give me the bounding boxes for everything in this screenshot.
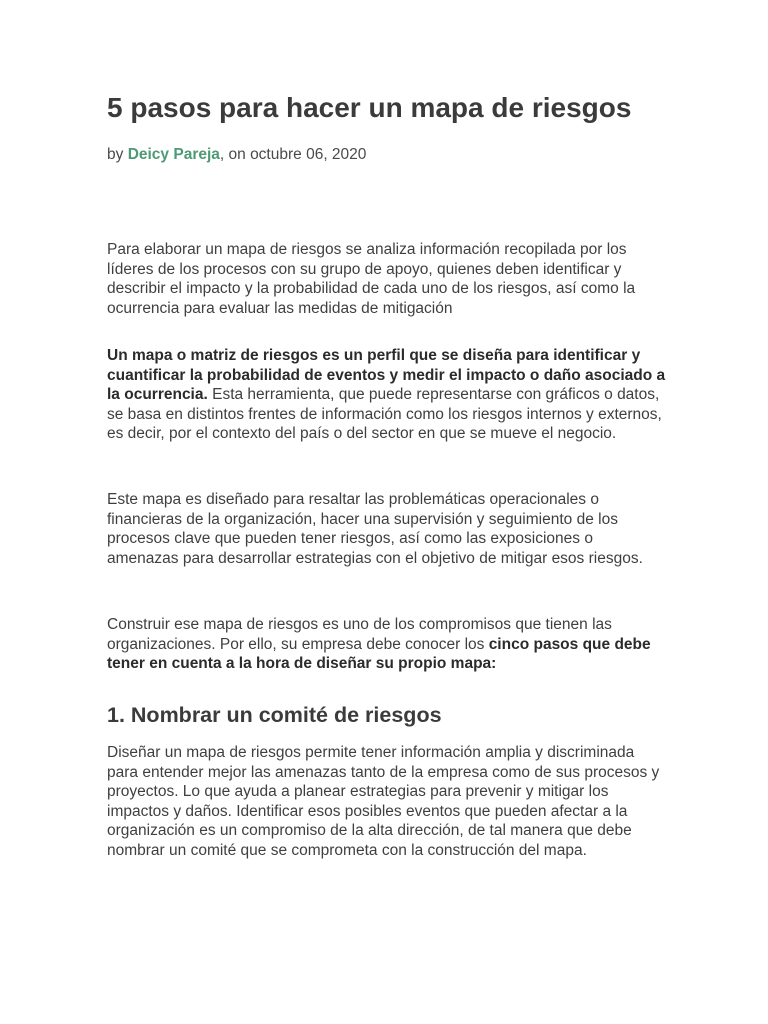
paragraph-purpose: Este mapa es diseñado para resaltar las problemáticas operacionales o financieras de la organización, hacer una supervisión y seguimiento de los procesos clave que pueden tener riesgos, así como las exposiciones o amenazas para desarrollar estrategias con el objetivo de mitigar esos riesgos.	[107, 491, 643, 567]
paragraph-steps-intro-text: Construir ese mapa de riesgos es uno de los compromisos que tienen las organizaciones. Por ello, su empresa debe conocer los	[107, 616, 612, 653]
publish-date: , on octubre 06, 2020	[219, 146, 367, 163]
paragraph-definition	[107, 346, 667, 444]
paragraph-definition-rest: Esta herramienta, que puede representarse con gráficos o datos, se basa en distintos frentes de información como los riesgos internos y externos, es decir, por el contexto del país o del sector en que se mueve el negocio.	[107, 386, 662, 442]
paragraph-steps-intro	[107, 615, 667, 674]
paragraph-definition-bold: Un mapa o matriz de riesgos es un perfil que se diseña para identificar y cuantificar la probabilidad de eventos y medir el impacto o daño asociado a la ocurrencia.	[107, 347, 666, 403]
author-link[interactable]: Deicy Pareja	[127, 146, 220, 163]
byline-prefix: by	[107, 146, 128, 163]
paragraph-intro: Para elaborar un mapa de riesgos se analiza información recopilada por los líderes de los procesos con su grupo de apoyo, quienes deben identificar y describir el impacto y la probabilidad de cada uno de los riesgos, así como la ocurrencia para evaluar las medidas de mitigación	[107, 241, 636, 317]
paragraph-step-1: Diseñar un mapa de riesgos permite tener información amplia y discriminada para entender mejor las amenazas tanto de la empresa como de sus procesos y proyectos. Lo que ayuda a planear estrategias para prevenir y mitigar los impactos y daños. Identificar esos posibles eventos que pueden afectar a la organización es un compromiso de la alta dirección, de tal manera que debe nombrar un comité que se comprometa con la construcción del mapa.	[107, 744, 660, 859]
article-title: 5 pasos para hacer un mapa de riesgos	[107, 92, 632, 123]
byline	[107, 146, 366, 164]
paragraph-steps-intro-bold: cinco pasos que debe tener en cuenta a la hora de diseñar su propio mapa:	[107, 635, 651, 672]
section-heading-step-1: 1. Nombrar un comité de riesgos	[107, 703, 442, 727]
